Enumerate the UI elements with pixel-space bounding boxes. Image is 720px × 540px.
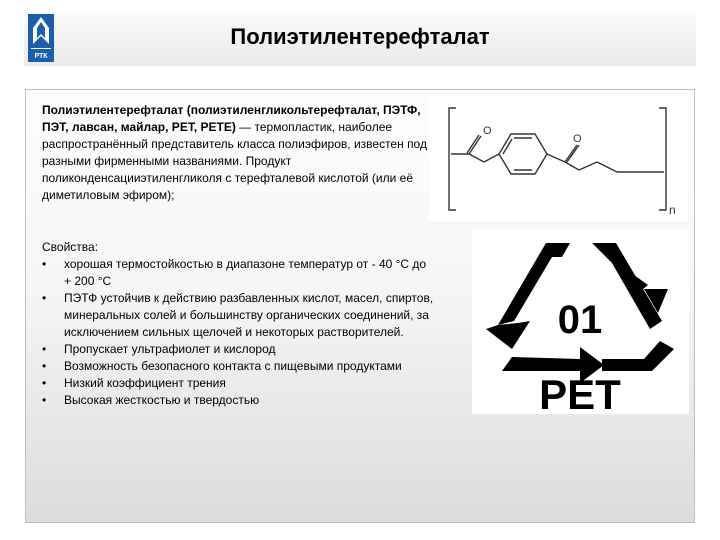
- svg-text:O: O: [573, 133, 582, 145]
- repeat-subscript: n: [669, 203, 676, 217]
- list-item: • Пропускает ультрафиолет и кислород: [42, 342, 276, 356]
- bullet: •: [42, 291, 47, 305]
- list-item: • ПЭТФ устойчив к действию разбавленных кислот, масел, спиртов, минеральных солей и большинству органических соединений, за исключением сильных щелочей и некоторых растворителей.: [42, 291, 434, 339]
- bullet: •: [42, 257, 47, 271]
- page-title: Полиэтилентерефталат: [230, 24, 490, 49]
- resin-label: PET: [539, 371, 621, 414]
- list-item: • Возможность безопасного контакта с пищевыми продуктами: [42, 359, 402, 373]
- properties-heading: Свойства:: [42, 240, 99, 254]
- svg-text:РТК: РТК: [34, 53, 48, 60]
- bullet: •: [42, 393, 47, 407]
- list-item: • Низкий коэффициент трения: [42, 376, 226, 390]
- bullet: •: [42, 342, 47, 356]
- list-item: • Высокая жесткостью и твердостью: [42, 393, 260, 407]
- intro-lead: Полиэтилентерефталат (полиэтиленгликольтерефталат, ПЭТФ, ПЭТ, лавсан, майлар, PET, PETE): [42, 103, 421, 134]
- bullet: •: [42, 359, 47, 373]
- svg-text:O: O: [483, 125, 492, 137]
- bullet: •: [42, 376, 47, 390]
- intro-paragraph: [42, 102, 430, 204]
- pet-recycling-symbol: [472, 229, 689, 414]
- properties-section: [42, 239, 434, 409]
- resin-code: 01: [557, 298, 603, 342]
- list-item: • хорошая термостойкостью в диапазоне температур от - 40 °С до + 200 °С: [42, 257, 427, 288]
- properties-list: [42, 256, 434, 409]
- intro-text: — термопластик, наиболее распространённый представитель класса полиэфиров, известен под разными фирменными названиями. Продукт поликонденсацииэтиленгликоля с терефталевой кислотой (или её диметиловым эфиром);: [42, 120, 427, 202]
- pet-structural-formula: [429, 96, 688, 221]
